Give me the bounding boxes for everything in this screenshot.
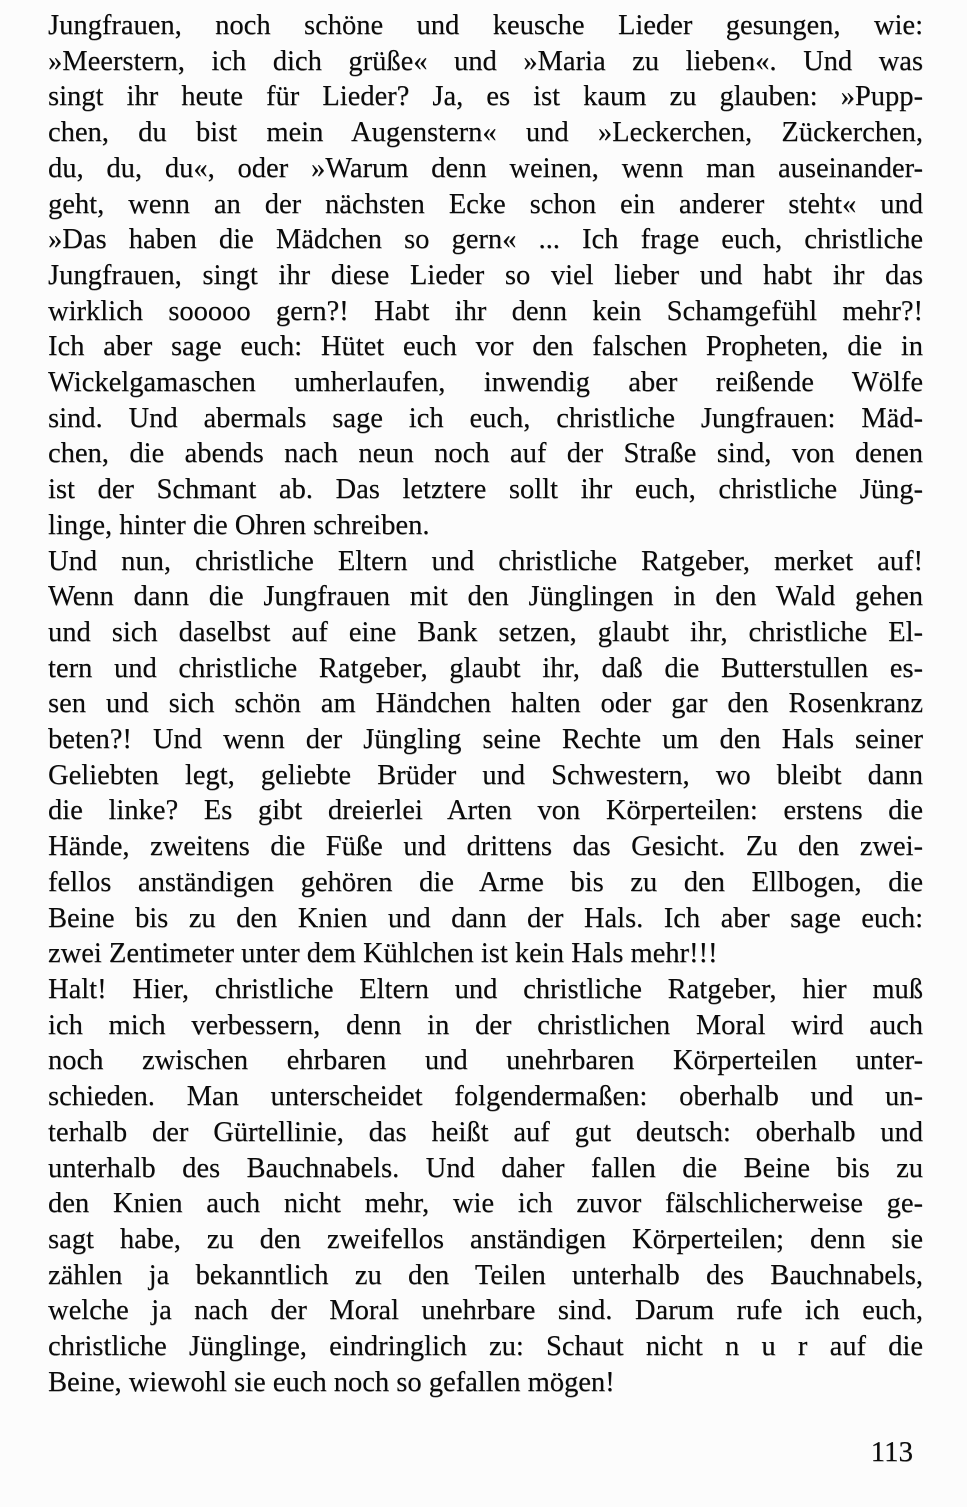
- text-line: sagt habe, zu den zweifellos anständigen Körperteilen; denn sie: [48, 1223, 923, 1255]
- text-line: und sich daselbst auf eine Bank setzen, glaubt ihr, christliche El-: [48, 616, 923, 648]
- text-line: singt ihr heute für Lieder? Ja, es ist kaum zu glauben: »Pupp-: [48, 81, 923, 113]
- text-line: noch zwischen ehrbaren und unehrbaren Körperteilen unter-: [48, 1045, 923, 1077]
- text-line: Beine, wiewohl sie euch noch so gefallen mögen!: [48, 1366, 615, 1398]
- text-line: sind. Und abermals sage ich euch, christliche Jungfrauen: Mäd-: [48, 402, 923, 434]
- page-text: [48, 8, 923, 1400]
- text-line: du, du, du«, oder »Warum denn weinen, wenn man auseinander-: [48, 152, 923, 184]
- text-line: fellos anständigen gehören die Arme bis zu den Ellbogen, die: [48, 866, 923, 898]
- text-line: die linke? Es gibt dreierlei Arten von Körperteilen: erstens die: [48, 795, 923, 827]
- text-line: linge, hinter die Ohren schreiben.: [48, 509, 430, 541]
- paragraph-3: [48, 972, 923, 1400]
- text-line: ist der Schmant ab. Das letztere sollt ihr euch, christliche Jüng-: [48, 474, 923, 506]
- text-line: schieden. Man unterscheidet folgendermaßen: oberhalb und un-: [48, 1081, 923, 1113]
- text-line: Ich aber sage euch: Hütet euch vor den falschen Propheten, die in: [48, 331, 923, 363]
- text-line: Wickelgamaschen umherlaufen, inwendig aber reißende Wölfe: [48, 367, 923, 399]
- text-line: unterhalb des Bauchnabels. Und daher fallen die Beine bis zu: [48, 1152, 923, 1184]
- page-number: 113: [870, 1436, 913, 1468]
- text-line: »Meerstern, ich dich grüße« und »Maria zu lieben«. Und was: [48, 45, 923, 77]
- text-line: Geliebten legt, geliebte Brüder und Schwestern, wo bleibt dann: [48, 759, 923, 791]
- text-line: chen, die abends nach neun noch auf der Straße sind, von denen: [48, 438, 923, 470]
- text-line: welche ja nach der Moral unehrbare sind. Darum rufe ich euch,: [48, 1295, 923, 1327]
- text-line: geht, wenn an der nächsten Ecke schon ein anderer steht« und: [48, 188, 923, 220]
- paragraph-2: [48, 544, 923, 972]
- text-line: ich mich verbessern, denn in der christlichen Moral wird auch: [48, 1009, 923, 1041]
- text-line: Wenn dann die Jungfrauen mit den Jünglingen in den Wald gehen: [48, 581, 923, 613]
- text-line: tern und christliche Ratgeber, glaubt ihr, daß die Butterstullen es-: [48, 652, 923, 684]
- text-line: terhalb der Gürtellinie, das heißt auf gut deutsch: oberhalb und: [48, 1116, 923, 1148]
- text-line: christliche Jünglinge, eindringlich zu: Schaut nicht n u r auf die: [48, 1331, 923, 1363]
- text-line: Jungfrauen, singt ihr diese Lieder so viel lieber und habt ihr das: [48, 259, 923, 291]
- text-line: den Knien auch nicht mehr, wie ich zuvor fälschlicherweise ge-: [48, 1188, 923, 1220]
- text-line: zwei Zentimeter unter dem Kühlchen ist kein Hals mehr!!!: [48, 938, 718, 970]
- text-line: wirklich sooooo gern?! Habt ihr denn kein Schamgefühl mehr?!: [48, 295, 923, 327]
- paragraph-1: [48, 8, 923, 544]
- text-line: zählen ja bekanntlich zu den Teilen unterhalb des Bauchnabels,: [48, 1259, 923, 1291]
- text-line: »Das haben die Mädchen so gern« ... Ich frage euch, christliche: [48, 224, 923, 256]
- text-line: chen, du bist mein Augenstern« und »Leckerchen, Zückerchen,: [48, 117, 923, 149]
- text-line: Halt! Hier, christliche Eltern und christliche Ratgeber, hier muß: [48, 973, 923, 1005]
- text-line: Beine bis zu den Knien und dann der Hals. Ich aber sage euch:: [48, 902, 923, 934]
- text-line: Hände, zweitens die Füße und drittens das Gesicht. Zu den zwei-: [48, 831, 923, 863]
- text-line: Und nun, christliche Eltern und christliche Ratgeber, merket auf!: [48, 545, 923, 577]
- text-line: beten?! Und wenn der Jüngling seine Rechte um den Hals seiner: [48, 724, 923, 756]
- text-line: sen und sich schön am Händchen halten oder gar den Rosenkranz: [48, 688, 923, 720]
- text-line: Jungfrauen, noch schöne und keusche Lieder gesungen, wie:: [48, 10, 923, 41]
